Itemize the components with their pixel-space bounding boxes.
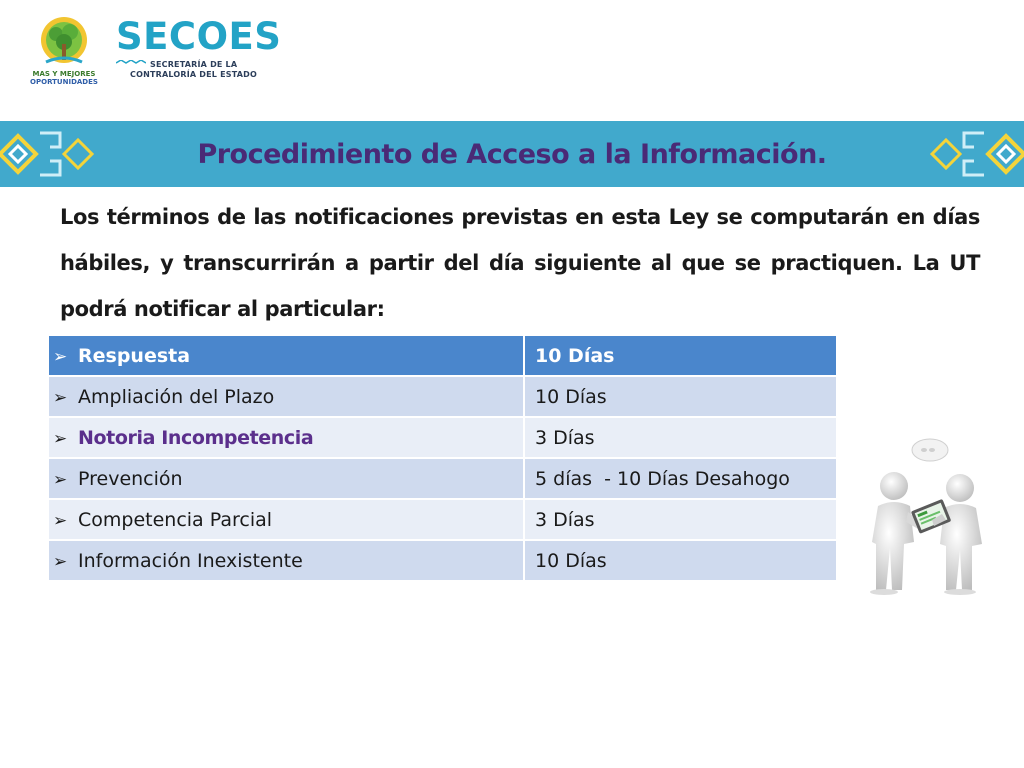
table-cell-term: 3 Días xyxy=(524,417,837,458)
row-item-label: Ampliación del Plazo xyxy=(78,385,275,408)
table-cell-item xyxy=(48,499,524,540)
notification-terms-table xyxy=(47,334,838,582)
header-item-label: Respuesta xyxy=(78,344,191,367)
brand-name: SECOES xyxy=(116,15,282,58)
arrow-bullet-icon: ➢ xyxy=(53,469,68,490)
table-cell-term: 10 Días xyxy=(524,376,837,417)
arrow-bullet-icon: ➢ xyxy=(53,510,68,531)
secoes-logo xyxy=(116,15,282,82)
title-banner xyxy=(0,121,1024,187)
brand-subtitle-1: SECRETARÍA DE LA xyxy=(150,60,238,69)
table-cell-term: 5 días - 10 Días Desahogo xyxy=(524,458,837,499)
table-row xyxy=(48,458,837,499)
table-row xyxy=(48,540,837,581)
arrow-bullet-icon: ➢ xyxy=(53,346,68,367)
table-row xyxy=(48,376,837,417)
row-item-label: Competencia Parcial xyxy=(78,508,273,531)
table-cell-term: 10 Días xyxy=(524,540,837,581)
table-row xyxy=(48,499,837,540)
table-header-term: 10 Días xyxy=(524,335,837,376)
row-item-label: Prevención xyxy=(78,467,183,490)
table-row xyxy=(48,417,837,458)
table-header-row xyxy=(48,335,837,376)
logo-ornament-icon xyxy=(116,60,146,66)
tree-icon xyxy=(36,14,92,70)
arrow-bullet-icon: ➢ xyxy=(53,387,68,408)
two-people-with-tablet-icon xyxy=(862,430,994,600)
brand-subtitle-2: CONTRALORÍA DEL ESTADO xyxy=(130,70,257,79)
table-cell-item xyxy=(48,376,524,417)
row-item-label: Información Inexistente xyxy=(78,549,303,572)
table-cell-term: 3 Días xyxy=(524,499,837,540)
table-header-item xyxy=(48,335,524,376)
row-item-label-highlighted: Notoria Incompetencia xyxy=(78,426,314,449)
arrow-bullet-icon: ➢ xyxy=(53,551,68,572)
arrow-bullet-icon: ➢ xyxy=(53,428,68,449)
page-title: Procedimiento de Acceso a la Información. xyxy=(197,138,827,170)
table-cell-item xyxy=(48,458,524,499)
intro-paragraph: Los términos de las notificaciones previstas en esta Ley se computarán en días hábiles, y transcurrirán a partir del día siguiente al que se practiquen. La UT podrá notificar al particular: xyxy=(60,205,980,321)
table-cell-item xyxy=(48,540,524,581)
state-logo xyxy=(22,14,106,86)
logo-tagline-1: MAS Y MEJORES xyxy=(32,70,96,78)
logo-tagline-2: OPORTUNIDADES xyxy=(30,78,98,86)
table-cell-item xyxy=(48,417,524,458)
